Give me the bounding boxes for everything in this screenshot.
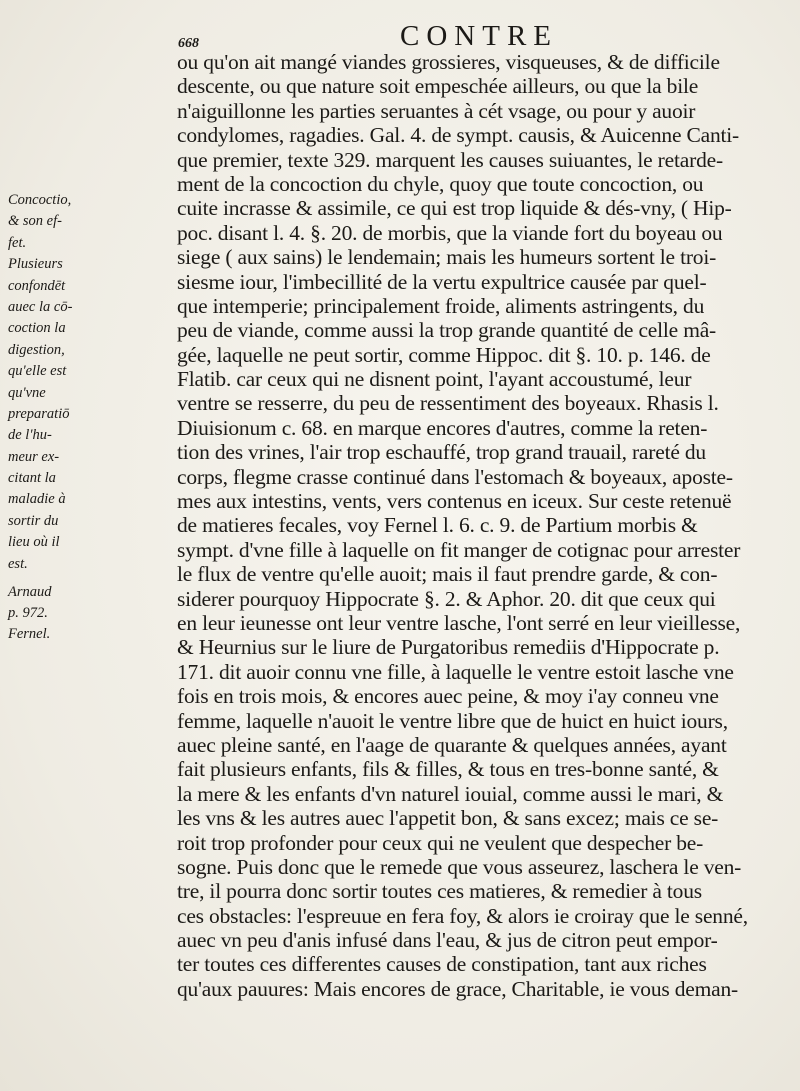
text-line: ventre se resserre, du peu de ressentiment des boyeaux. Rhasis l. — [177, 391, 719, 416]
text-line: les vns & les autres auec l'appetit bon, & sans excez; mais ce se- — [177, 806, 719, 831]
margin-note-line: Plusieurs — [8, 256, 63, 273]
text-line: roit trop profonder pour ceux qui ne veulent que despecher be- — [177, 830, 704, 855]
text-line: corps, flegme crasse continué dans l'estomach & boyeaux, aposte- — [177, 464, 733, 489]
text-line: ment de la concoction du chyle, quoy que toute concoction, ou — [177, 171, 704, 196]
text-line: qu'aux pauures: Mais encores de grace, Charitable, ie vous deman- — [177, 976, 739, 1001]
margin-note — [8, 190, 80, 575]
text-line: le flux de ventre qu'elle auoit; mais il faut prendre garde, & con- — [177, 562, 718, 587]
margin-ref-fernel: Fernel. — [8, 626, 51, 642]
text-line: fois en trois mois, & encores auec peine, & moy i'ay conneu vne — [177, 684, 719, 709]
margin-note-line: fet. — [8, 234, 27, 251]
margin-note-line: citant la — [8, 470, 56, 487]
margin-note-line: digestion, — [8, 341, 65, 358]
margin-note-line: confondēt — [8, 277, 66, 294]
margin-ref-page: p. 972. — [8, 605, 48, 621]
margin-note-line: est. — [8, 555, 28, 572]
text-line: peu de viande, comme aussi la trop grande quantité de celle mâ- — [177, 318, 717, 343]
text-line: Flatib. car ceux qui ne disnent point, l'ayant accoustumé, leur — [177, 367, 692, 392]
text-line: mes aux intestins, vents, vers contenus en iceux. Sur ceste retenuë — [177, 489, 732, 514]
running-head: CONTRE — [400, 20, 558, 52]
text-line: sogne. Puis donc que le remede que vous asseurez, laschera le ven- — [177, 854, 742, 879]
margin-note-line: preparatiō — [8, 405, 70, 422]
page-header — [178, 14, 778, 52]
margin-note-line: meur ex- — [8, 448, 60, 465]
text-line: 171. dit auoir connu vne fille, à laquelle le ventre estoit lasche vne — [177, 659, 734, 684]
margin-note-line: sortir du — [8, 512, 59, 529]
margin-note-line: de l'hu- — [8, 427, 52, 444]
text-line: poc. disant l. 4. §. 20. de morbis, que la viande fort du boyeau ou — [177, 220, 723, 245]
text-line: ou qu'on ait mangé viandes grossieres, visqueuses, & de difficile — [177, 50, 720, 74]
text-line: condylomes, ragadies. Gal. 4. de sympt. causis, & Auicenne Canti- — [177, 123, 739, 148]
text-line: sympt. d'vne fille à laquelle on fit manger de cotignac pour arrester — [177, 537, 741, 562]
text-line: auec pleine santé, en l'aage de quarante & quelques années, ayant — [177, 732, 727, 757]
margin-note-line: maladie à — [8, 491, 66, 508]
text-line: tre, il pourra donc sortir toutes ces matieres, & remedier à tous — [177, 879, 702, 904]
text-line: descente, ou que nature soit empeschée ailleurs, ou que la bile — [177, 74, 699, 99]
text-line: auec vn peu d'anis infusé dans l'eau, & jus de citron peut empor- — [177, 928, 718, 953]
text-line: siesme iour, l'imbecillité de la vertu expultrice causée par quel- — [177, 269, 707, 294]
text-line: que intemperie; principalement froide, aliments astringents, du — [177, 293, 705, 318]
text-line: tion des vrines, l'air trop eschauffé, trop grand trauail, rareté du — [177, 440, 706, 465]
page-number: 668 — [178, 36, 199, 51]
text-line: en leur ieunesse ont leur ventre lasche, l'ont serré en leur vieillesse, — [177, 610, 741, 635]
text-line: que premier, texte 329. marquent les causes suiuantes, le retarde- — [177, 147, 723, 172]
text-line: fait plusieurs enfants, fils & filles, & tous en tres-bonne santé, & — [177, 757, 719, 782]
text-line: n'aiguillonne les parties seruantes à cét vsage, ou pour y auoir — [177, 98, 696, 123]
main-text-body — [177, 50, 785, 1001]
text-line: ter toutes ces differentes causes de constipation, tant aux riches — [177, 952, 707, 977]
margin-note-line: & son ef- — [8, 213, 62, 230]
margin-note-line: lieu où il — [8, 534, 60, 551]
text-line: siderer pourquoy Hippocrate §. 2. & Aphor. 20. dit que ceux qui — [177, 586, 716, 611]
margin-note-line: auec la cō- — [8, 298, 73, 315]
text-line: Diuisionum c. 68. en marque encores d'autres, comme la reten- — [177, 415, 708, 440]
text-line: cuite incrasse & assimile, ce qui est trop liquide & dés-vny, ( Hip- — [177, 196, 732, 221]
text-line: siege ( aux sains) le lendemain; mais les humeurs sortent le troi- — [177, 245, 717, 270]
margin-note-line: qu'elle est — [8, 363, 67, 380]
margin-note-line: coction la — [8, 320, 66, 337]
text-line: la mere & les enfants d'vn naturel iouial, comme aussi le mari, & — [177, 781, 724, 806]
margin-ref-arnaud: Arnaud — [8, 584, 52, 600]
text-line: gée, laquelle ne peut sortir, comme Hippoc. dit §. 10. p. 146. de — [177, 342, 711, 367]
text-line: & Heurnius sur le liure de Purgatoribus remediis d'Hippocrate p. — [177, 635, 720, 660]
text-line: ces obstacles: l'espreuue en fera foy, & alors ie croiray que le senné, — [177, 903, 748, 928]
text-line: de matieres fecales, voy Fernel l. 6. c. 9. de Partium morbis & — [177, 513, 698, 538]
text-line: femme, laquelle n'auoit le ventre libre que de huict en huict iours, — [177, 708, 728, 733]
margin-note-line: qu'vne — [8, 384, 46, 401]
margin-note-line: Concoctio, — [8, 192, 72, 208]
